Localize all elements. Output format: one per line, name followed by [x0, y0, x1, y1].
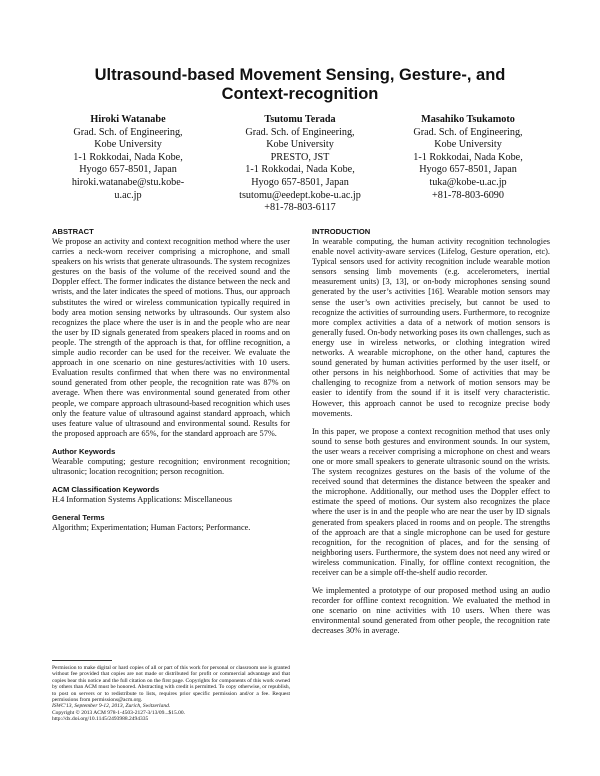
title-line-2: Context-recognition — [221, 85, 379, 103]
right-column — [312, 227, 550, 637]
acm-class-text: H.4 Information Systems Applications: Miscellaneous — [52, 495, 232, 505]
author-address: 1-1 Rokkodai, Nada Kobe, — [245, 164, 355, 176]
author-block-3 — [388, 114, 548, 202]
author-email: tsutomu@eedept.kobe-u.ac.jp — [239, 189, 361, 201]
author-affiliation: Grad. Sch. of Engineering, — [413, 126, 523, 138]
author-affiliation: PRESTO, JST — [270, 151, 330, 163]
abstract-heading: ABSTRACT — [52, 227, 94, 236]
author-block-2 — [220, 114, 380, 215]
title-line-1: Ultrasound-based Movement Sensing, Gesture-, and — [94, 66, 506, 84]
permission-block — [52, 660, 290, 723]
author-address: Hyogo 657-8501, Japan — [251, 176, 349, 188]
author-phone: +81-78-803-6117 — [264, 202, 336, 214]
author-phone: +81-78-803-6090 — [432, 189, 504, 201]
author-affiliation: Kobe University — [266, 139, 334, 151]
introduction-heading: INTRODUCTION — [312, 227, 371, 236]
keywords-heading: Author Keywords — [52, 446, 116, 456]
acm-class-heading: ACM Classification Keywords — [52, 485, 160, 495]
general-terms-text: Algorithm; Experimentation; Human Factors; Performance. — [52, 523, 251, 533]
left-column — [52, 227, 290, 533]
introduction-paragraph: We implemented a prototype of our proposed method using an audio recorder for offline context recognition. We evaluated the method in one scenario on nine activities with 10 users. When there was environmental sound generated from other people, the recognition rate decreases 30% in average. — [312, 586, 550, 636]
keywords-text: Wearable computing; gesture recognition; environment recognition; ultrasonic; location recognition; person recognition. — [52, 456, 290, 476]
abstract-text: We propose an activity and context recognition method where the user carries a neck-worn receiver comprising a microphone, and small speakers on his wrists that generate ultrasounds. The system recognizes gestures on the basis of the volume of the received sound and the Doppler effect. The former indicates the distance between the neck and wrists, and the later indicates the speed of motions. Thus, our approach substitutes the wired or wireless communication typically required in body area motion sensing networks by ultrasounds. Our system also recognizes the place where the user is in and the people who are near the user by ID signals generated from speakers placed in rooms and on people. The strength of the approach is that, for offline recognition, a simple audio recorder can be used for the receiver. We evaluate the approach in one scenario on nine gestures/activities with 10 users. Evaluation results confirmed that when there was no environmental sound generated from other people, the recognition rate was 87% on average. When there was environmental sound generated from other people, we compare approach ultrasound-based recognition which uses only the feature value of ultrasound against standard approach, which uses feature value of ultrasound and environmental sound. Results for the proposed approach are 65%, for the standard approach are 57%. — [52, 237, 290, 438]
introduction-paragraph: In wearable computing, the human activity recognition technologies enable novel activity-aware services (Lifelog, Gesture operation, etc). Typical sensors used for activity recognition include wearable motion sensors sensing limb movements (e.g. accelerometers, inertial measurement units) [3, 13], or on-body microphones sensing sound generated by the user’s activities [16]. Wearable motion sensors may sense the user’s own activities precisely, but cannot be used to recognize the activities of surrounding users. Furthermore, to recognize more complex activities a data of a network of motion sensors is generally fused. On-body networking poses its own challenges, such as energy use in wireless networks, or clothing integration wired networks. A wearable microphone, on the other hand, captures the sound generated by human activities performed by the user itself, or other persons in his neighborhood. Some of activities that may be challenging to recognize from a network of motion sensors may be easier to identify from the sound if it is itself very characteristic. However, this approach cannot be used to recognize precise body movements. — [312, 237, 550, 418]
author-name: Tsutomu Terada — [264, 114, 336, 125]
author-address: Hyogo 657-8501, Japan — [79, 164, 177, 176]
footnote-rule — [52, 660, 112, 661]
author-email: tuka@kobe-u.ac.jp — [429, 176, 507, 188]
author-address: 1-1 Rokkodai, Nada Kobe, — [413, 151, 523, 163]
author-affiliation: Grad. Sch. of Engineering, — [73, 126, 183, 138]
venue-text: ISWC'13, September 9-12, 2013, Zurich, Switzerland. — [52, 703, 171, 710]
author-name: Masahiko Tsukamoto — [421, 114, 515, 125]
author-affiliation: Grad. Sch. of Engineering, — [245, 126, 355, 138]
author-address: 1-1 Rokkodai, Nada Kobe, — [73, 151, 183, 163]
introduction-paragraph: In this paper, we propose a context recognition method that uses only sound to sense both gestures and environment sounds. In our system, the user wears a receiver comprising a microphone on chest and wears one or more small speakers to generate ultrasonic sound on the wrists. The system recognizes gestures on the basis of the volume of the received sound that determines the distance between the speaker and the microphone. Additionally, our method uses the Doppler effect to estimate the speed of motions. Our system also recognizes the place where the user is in and the people who are near the user by ID signals generated from speakers placed in rooms and on people. The strengths of the approach are that a single microphone can be used for gesture recognition, for the recognition of places, and for the sensing of neighboring users. Furthermore, the system does not need any wired or wireless communication. Finally, for offline context recognition, the receiver can be a simple off-the-shelf audio recorder. — [312, 426, 550, 577]
author-affiliation: Kobe University — [94, 139, 162, 151]
doi-link[interactable]: http://dx.doi.org/10.1145/2493988.2494335 — [52, 716, 149, 723]
author-name: Hiroki Watanabe — [90, 114, 166, 125]
author-address: Hyogo 657-8501, Japan — [419, 164, 517, 176]
paper-title — [40, 66, 560, 104]
general-terms-heading: General Terms — [52, 513, 105, 523]
author-email: u.ac.jp — [114, 189, 142, 201]
copyright-text: Copyright © 2013 ACM 978-1-4503-2127-3/13/09...$15.00. — [52, 709, 185, 716]
author-block-1 — [48, 114, 208, 202]
permission-text: Permission to make digital or hard copies of all or part of this work for personal or classroom use is granted without fee provided that copies are not made or distributed for profit or commercial advantage and that copies bear this notice and the full citation on the first page. Copyrights for components of this work owned by others than ACM must be honored. Abstracting with credit is permitted. To copy otherwise, or republish, to post on servers or to redistribute to lists, requires prior specific permission and/or a fee. Request permissions from permissions@acm.org. — [52, 665, 290, 704]
author-email: hiroki.watanabe@stu.kobe- — [71, 176, 185, 188]
author-affiliation: Kobe University — [434, 139, 502, 151]
